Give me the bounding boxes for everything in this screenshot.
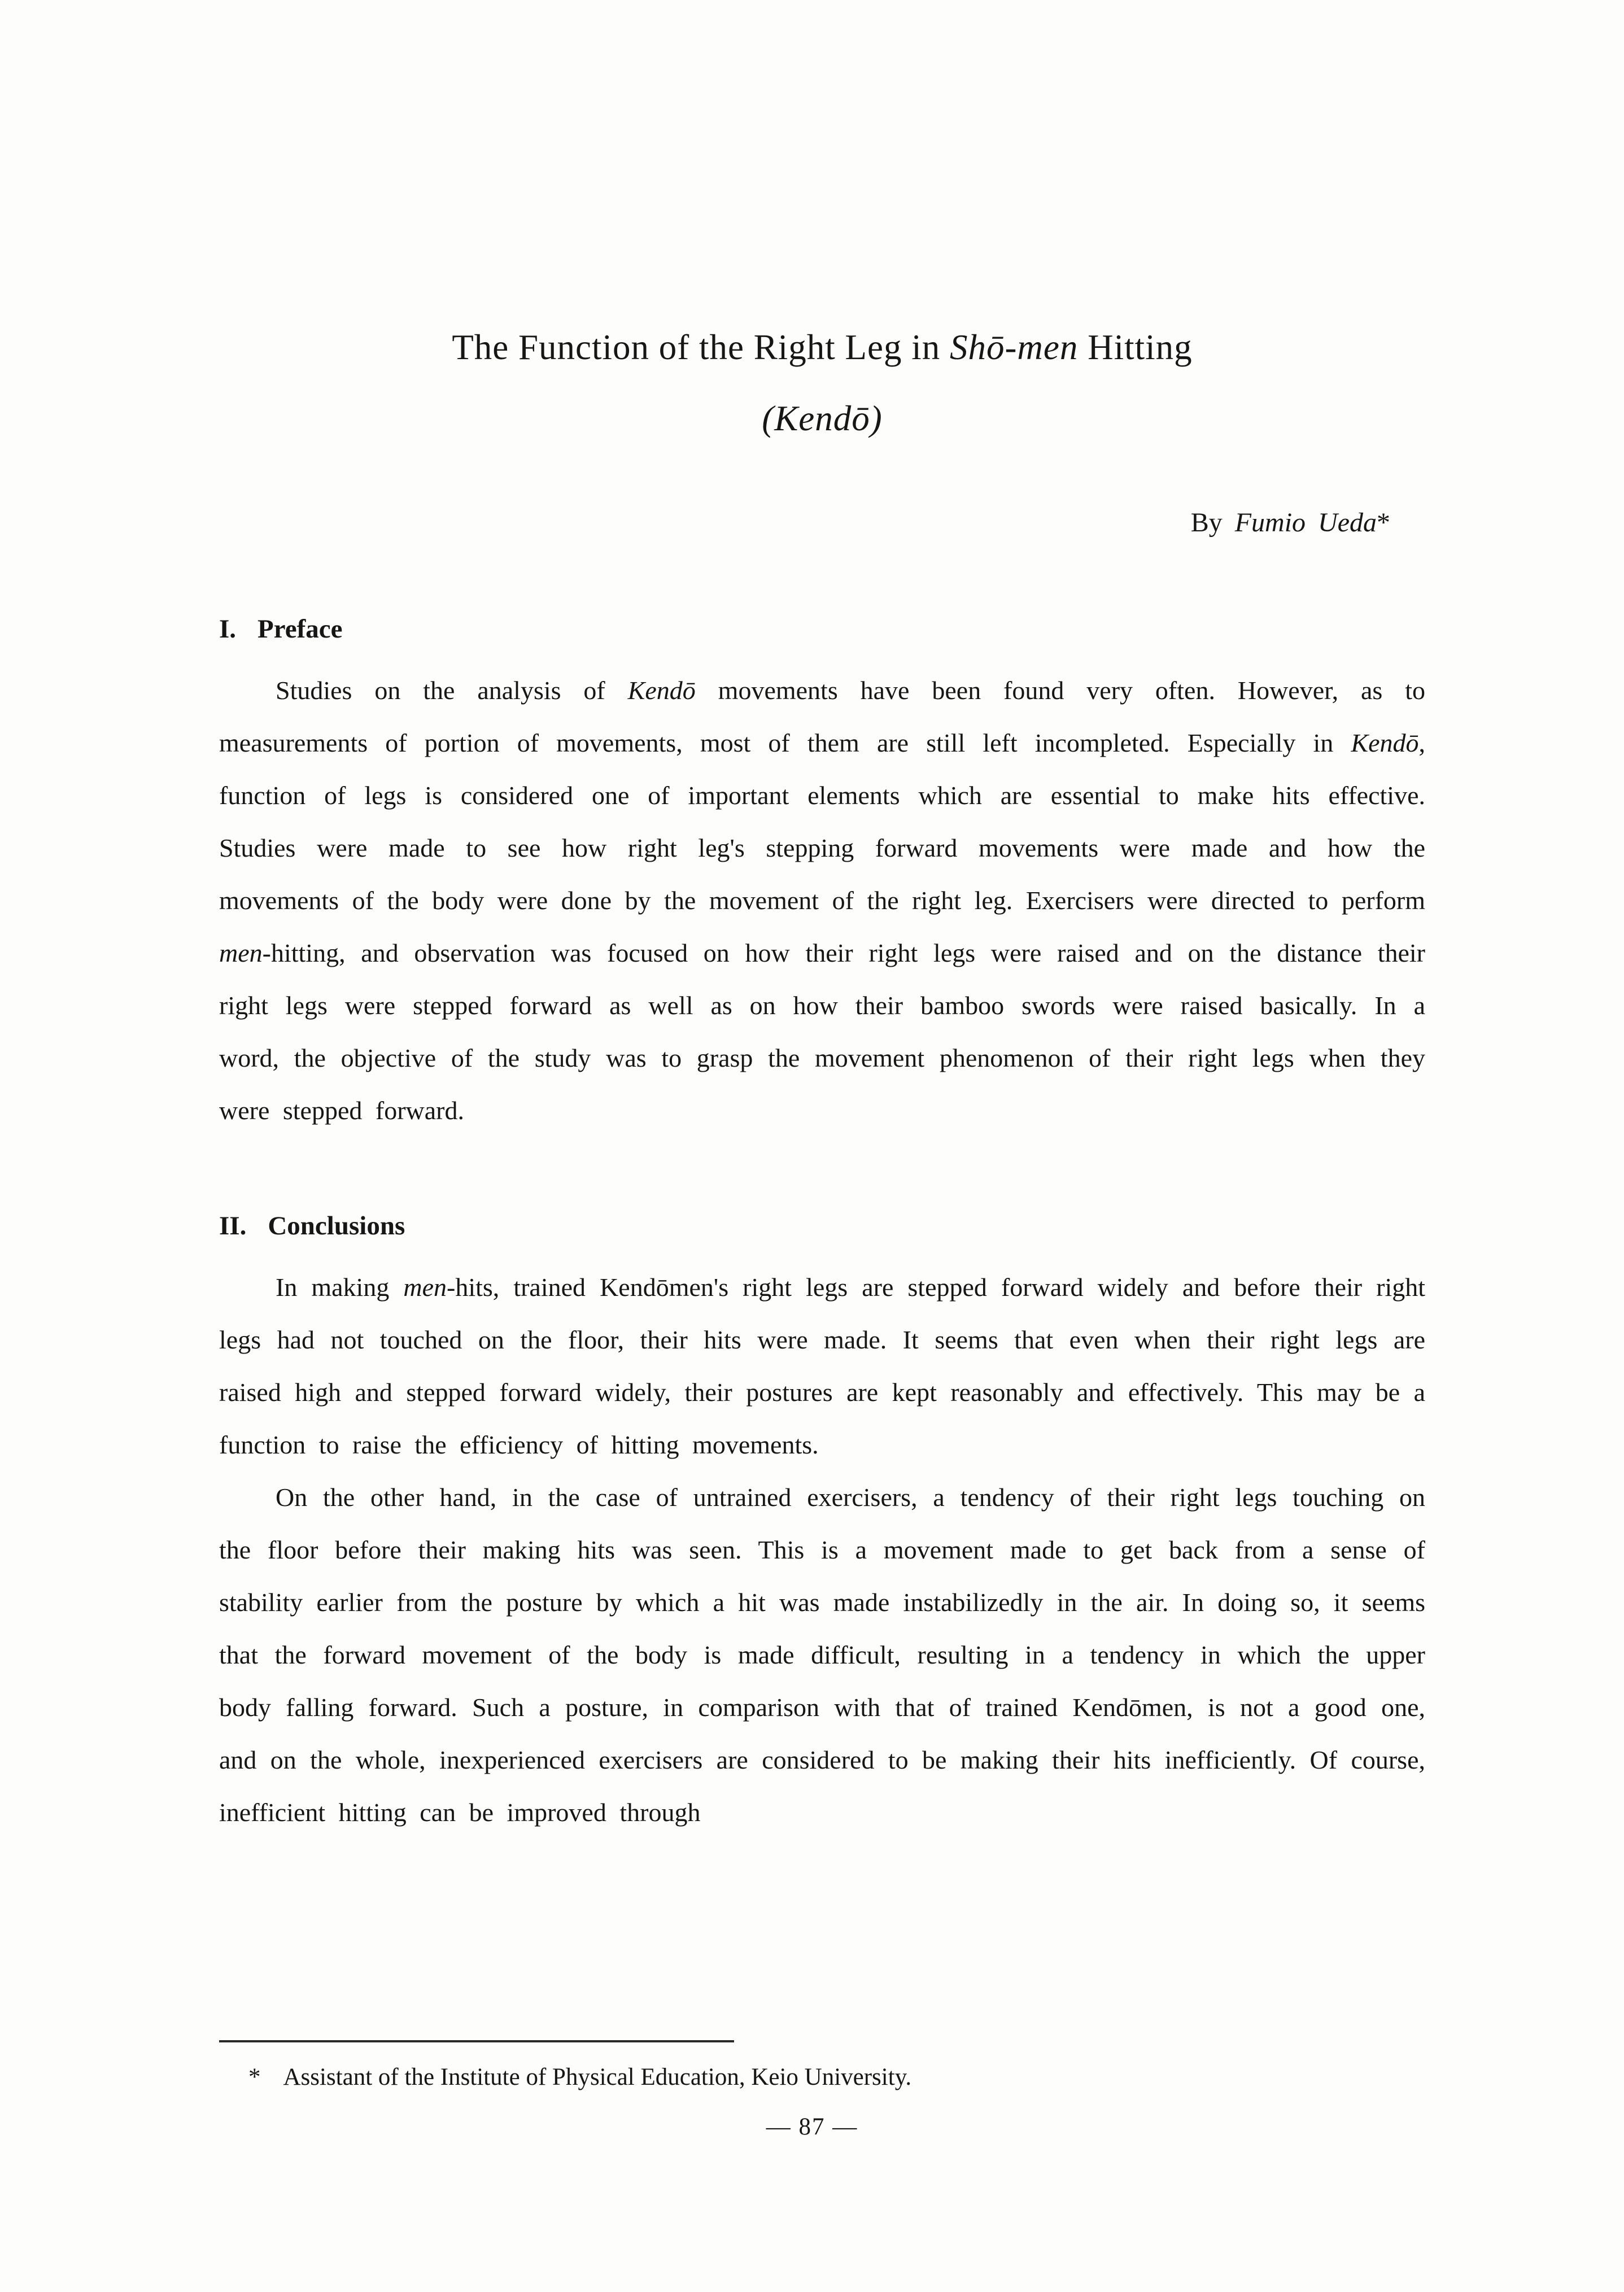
conclusions-paragraph-2: On the other hand, in the case of untrained exercisers, a tendency of their right legs touching on the floor before their making hits was seen. This is a movement made to get back from a sense of stability earlier from the posture by which a hit was made instabilizedly in the air. In doing so, it seems that the forward movement of the body is made difficult, resulting in a tendency in which the upper body falling forward. Such a posture, in comparison with that of trained Kendōmen, is not a good one, and on the whole, inexperienced exercisers are considered to be making their hits inefficiently. Of course, inefficient hitting can be improved through <box>219 1483 1425 1827</box>
title-line-1: The Function of the Right Leg in Shō-men Hitting <box>452 328 1193 367</box>
section-heading-preface <box>219 612 1425 646</box>
page-number: — 87 — <box>766 2114 858 2140</box>
page-content <box>219 0 1425 1839</box>
section-heading-conclusions <box>219 1209 1425 1243</box>
section-number: II. <box>219 1211 247 1241</box>
footnote-marker: * <box>248 2064 261 2090</box>
title-line-2: (Kendō) <box>762 399 883 438</box>
footnote <box>219 2062 1425 2093</box>
footnote-area <box>219 2040 1425 2093</box>
section-title: Conclusions <box>268 1211 405 1241</box>
section-number: I. <box>219 614 237 644</box>
preface-paragraph: Studies on the analysis of Kendō movements have been found very often. However, as to measurements of portion of movements, most of them are still left incompleted. Especially in Kendō, function of legs is considered one of important elements which are essential to make hits effective. Studies were made to see how right leg's stepping forward movements were made and how the movements of the body were done by the movement of the right leg. Exercisers were directed to perform men-hitting, and observation was focused on how their right legs were raised and on the distance their right legs were stepped forward as well as on how their bamboo swords were raised basically. In a word, the objective of the study was to grasp the movement phenomenon of their right legs when they were stepped forward. <box>219 676 1425 1125</box>
byline-text: By Fumio Ueda* <box>1190 508 1390 538</box>
footnote-text: Assistant of the Institute of Physical Education, Keio University. <box>283 2064 912 2090</box>
footnote-divider <box>219 2040 734 2042</box>
byline <box>219 506 1425 540</box>
conclusions-paragraph-1: In making men-hits, trained Kendōmen's right legs are stepped forward widely and before their right legs had not touched on the floor, their hits were made. It seems that even when their right legs are raised high and stepped forward widely, their postures are kept reasonably and effectively. This may be a function to raise the efficiency of hitting movements. <box>219 1273 1425 1459</box>
section-title: Preface <box>257 614 343 644</box>
paper-title <box>219 312 1425 454</box>
